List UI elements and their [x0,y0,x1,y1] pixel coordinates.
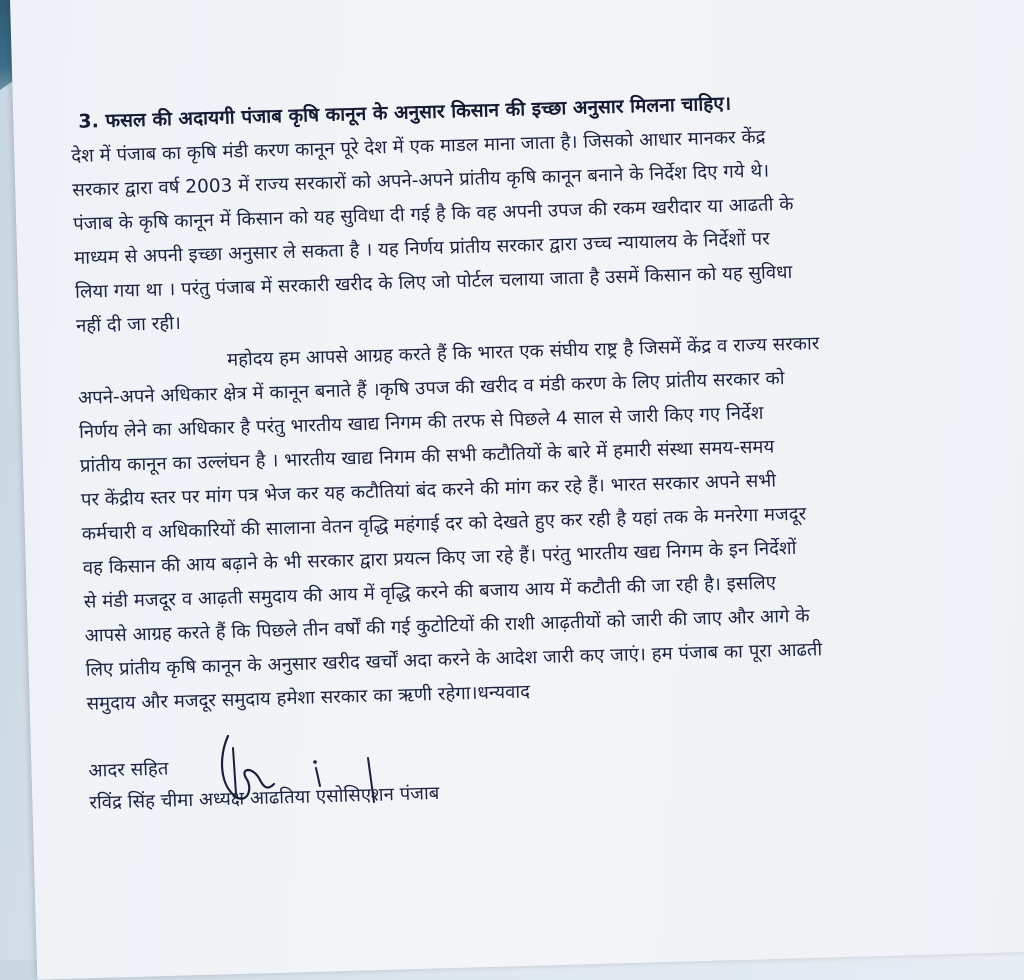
signatory: रविंद्र सिंह चीमा अध्यक्ष आढतिया एसोसिएशन पंजाब [89,782,440,814]
section-heading: 3. फसल की अदायगी पंजाब कृषि कानून के अनुसार किसान की इच्छा अनुसार मिलना चाहिए। [78,92,732,133]
paragraph-line: माध्यम से अपनी इच्छा अनुसार ले सकता है । यह निर्णय प्रांतीय सरकार द्वारा उच्च न्यायालय के निर्देशों पर [73,228,770,269]
paragraph-line: समुदाय और मजदूर समुदाय हमेशा सरकार का ऋणी रहेगा।धन्यवाद [86,681,531,715]
paragraph-line: लिए प्रांतीय कृषि कानून के अनुसार खरीद खर्चों अदा करने के आदेश जारी कए जाएं। हम पंजाब का पूरा आढती [85,639,823,681]
salutation: आदर सहित [88,758,169,782]
paragraph-line: वह किसान की आय बढ़ाने के भी सरकार द्वारा प्रयत्न किए जा रहे हैं। परंतु भारतीय खद्य निगम के इन निर्देशों [82,537,797,579]
paragraph-2 [77,321,1024,721]
paragraph-1 [71,113,1024,343]
handwritten-signature [198,728,398,808]
paragraph-line: देश में पंजाब का कृषि मंडी करण कानून पूरे देश में एक माडल माना जाता है। जिसको आधार मानकर केंद्र [71,126,766,167]
paragraph-line: प्रांतीय कानून का उल्लंघन है । भारतीय खाद्य निगम की सभी कटौतियों के बारे में हमारी संस्था समय-समय [79,436,775,477]
letter-body [70,81,1024,819]
paragraph-line: नहीं दी जा रही। [75,312,182,337]
paragraph-line: कर्मचारी व अधिकारियों की सालाना वेतन वृद्धि महंगाई दर को देखते हुए कर रही है यहां तक के मनरेगा मजदूर [81,503,807,545]
paragraph-line: निर्णय लेने का अधिकार है परंतु भारतीय खाद्य निगम की तरफ से पिछले 4 साल से जारी किए गए निर्देश [78,402,764,443]
paragraph-line: पंजाब के कृषि कानून में किसान को यह सुविधा दी गई है कि वह अपनी उपज की रकम खरीदार या आढती के [72,193,794,235]
paragraph-line: से मंडी मजदूर व आढ़ती समुदाय की आय में वृद्धि करने की बजाय आय में कटौती की जा रही है। इसलिए [83,572,777,613]
paragraph-line: लिया गया था । परंतु पंजाब में सरकारी खरीद के लिए जो पोर्टल चलाया जाता है उसमें किसान को यह सुविधा [74,261,793,303]
paragraph-line: महोदय हम आपसे आग्रह करते हैं कि भारत एक संघीय राष्ट्र है जिसमें केंद्र व राज्य सरकार [226,333,820,371]
paragraph-line: अपने-अपने अधिकार क्षेत्र में कानून बनाते हैं ।कृषि उपज की खरीद व मंडी करण के लिए प्रांतीय सरकार को [77,368,785,409]
paragraph-line: सरकार द्वारा वर्ष 2003 में राज्य सरकारों को अपने-अपने प्रांतीय कृषि कानून बनाने के निर्देश दिए गये थे। [72,160,770,201]
paragraph-line: पर केंद्रीय स्तर पर मांग पत्र भेज कर यह कटौतियां बंद करने की मांग कर रहे हैं। भारत सरकार अपने सभी [80,470,777,511]
paragraph-line: आपसे आग्रह करते हैं कि पिछले तीन वर्षों की गई कुटोटियों की राशी आढ़तीयों को जारी की जाए और आगे के [84,605,810,647]
